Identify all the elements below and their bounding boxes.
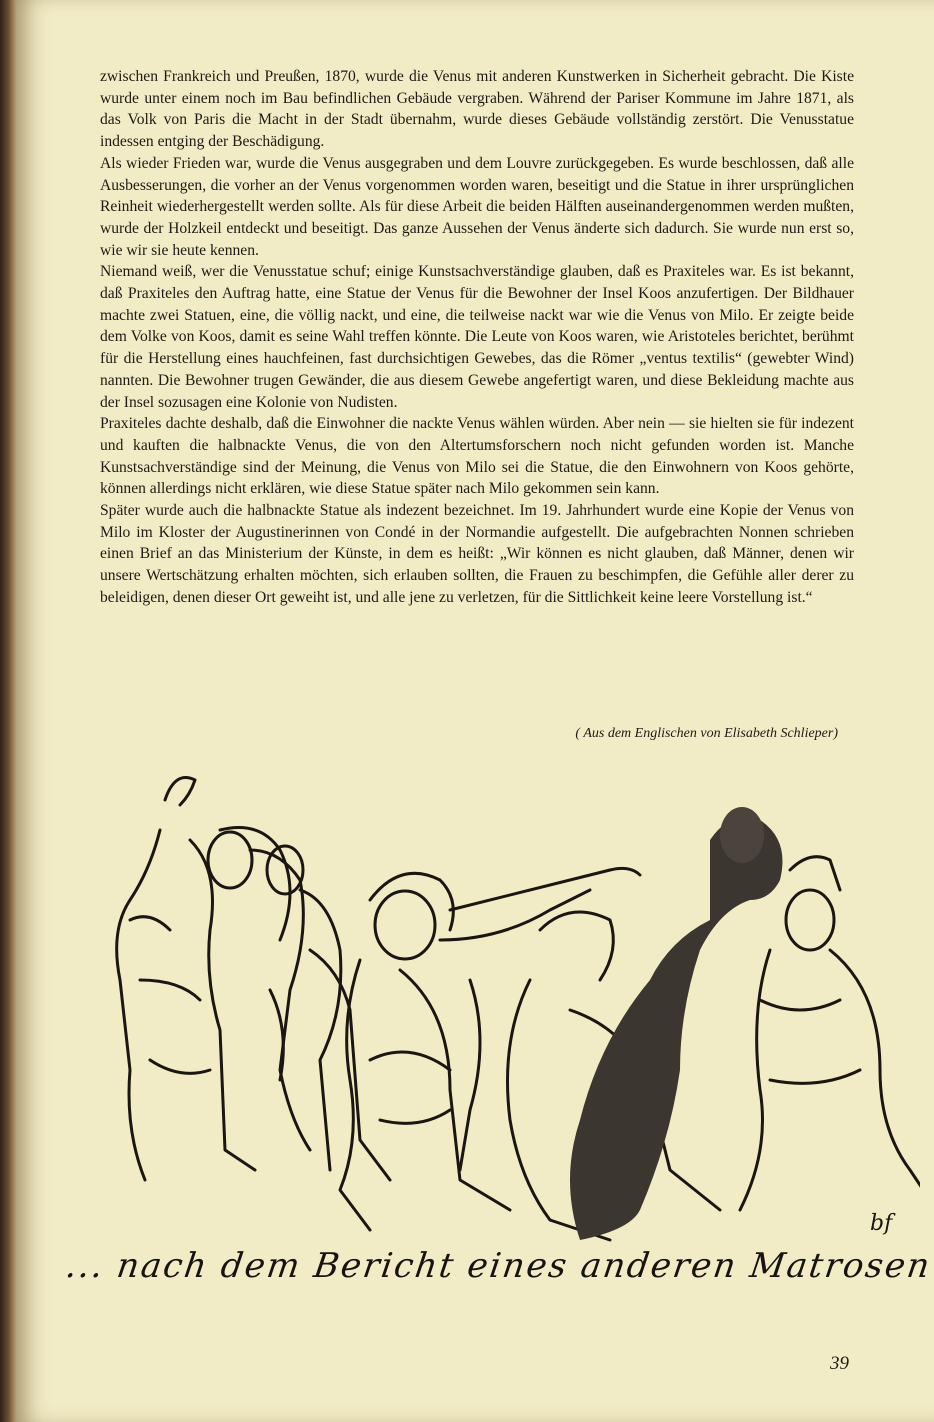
sailor-figure-left (117, 778, 390, 1181)
book-page (16, 0, 934, 1422)
ink-illustration (70, 760, 920, 1260)
page-number: 39 (830, 1353, 849, 1374)
paragraph: Später wurde auch die halbnackte Statue als indezent bezeichnet. Im 19. Jahrhundert wurde eine Kopie der Venus von Milo im Kloster der Augustinerinnen von Condé in der Normandie aufgestellt. Die aufgebrachten Nonnen schrieben einen Brief an das Ministerium der Künste, in dem es heißt: „Wir können es nicht glauben, daß Männer, denen wir unsere Wertschätzung erhalten möchten, sich erlauben sollten, die Frauen zu beschimpfen, die Gefühle aller derer zu beleidigen, denen dieser Ort geweiht ist, und alle jene zu verletzen, für die Sittlichkeit keine leere Vorstellung ist.“ (100, 502, 854, 606)
artist-signature: bf (870, 1211, 893, 1236)
translation-credit: ( Aus dem Englischen von Elisabeth Schlieper) (575, 726, 838, 741)
paragraph: Niemand weiß, wer die Venusstatue schuf; einige Kunstsachverständige glauben, daß es Praxiteles war. Es ist bekannt, daß Praxiteles den Auftrag hatte, eine Statue der Venus für die Bewohner der Insel Koos anzufertigen. Der Bildhauer machte zwei Statuen, eine, die völlig nackt, und eine, die teilweise nackt war wie die Venus von Milo. Er zeigte beide dem Volke von Koos, damit es seine Wahl treffen könnte. Die Leute von Koos waren, wie Aristoteles berichtet, berühmt für die Herstellung eines hauchfeinen, fast durchsichtigen Gewebes, das die Römer „ventus textilis“ (gewebter Wind) nannten. Die Bewohner trugen Gewänder, die aus diesem Gewebe angefertigt waren, und diese Bekleidung machte aus der Insel sozusagen eine Kolonie von Nudisten. (100, 263, 854, 411)
paragraph: Als wieder Frieden war, wurde die Venus ausgegraben und dem Louvre zurückgegeben. Es wurde beschlossen, daß alle Ausbesserungen, die vorher an der Venus vorgenommen worden waren, beseitigt und die Statue in ihrer ursprünglichen Reinheit wiederhergestellt werden sollte. Als für diese Arbeit die beiden Hälften auseinandergenommen werden mußten, wurde der Holzkeil entdeckt und beseitigt. Das ganze Aussehen der Venus änderte sich dadurch. Sie wurde nun erst so, wie wir sie heute kennen. (100, 154, 854, 259)
paragraph: Praxiteles dachte deshalb, daß die Einwohner die nackte Venus wählen würden. Aber nein — sie hielten sie für indezent und kauften die halbnackte Venus, die von den Altertumsforschern noch nicht gefunden worden ist. Manche Kunstsachverständige sind der Meinung, die Venus von Milo sei die Statue, die den Einwohnern von Koos gehörte, können allerdings nicht erklären, wie diese Statue später nach Milo gekommen sein kann. (100, 415, 854, 498)
article-text (100, 66, 854, 609)
illustration-caption: ... nach dem Bericht eines anderen Matrosen (63, 1246, 934, 1286)
book-spine (0, 0, 16, 1422)
paragraph: zwischen Frankreich und Preußen, 1870, wurde die Venus mit anderen Kunstwerken in Sicherheit gebracht. Die Kiste wurde unter einem noch im Bau befindlichen Gebäude vergraben. Während der Pariser Kommune im Jahre 1871, als das Volk von Paris die Macht in der Stadt übernahm, wurde dieses Gebäude vollständig zerstört. Die Venusstatue indessen entging der Beschädigung. (100, 68, 854, 151)
